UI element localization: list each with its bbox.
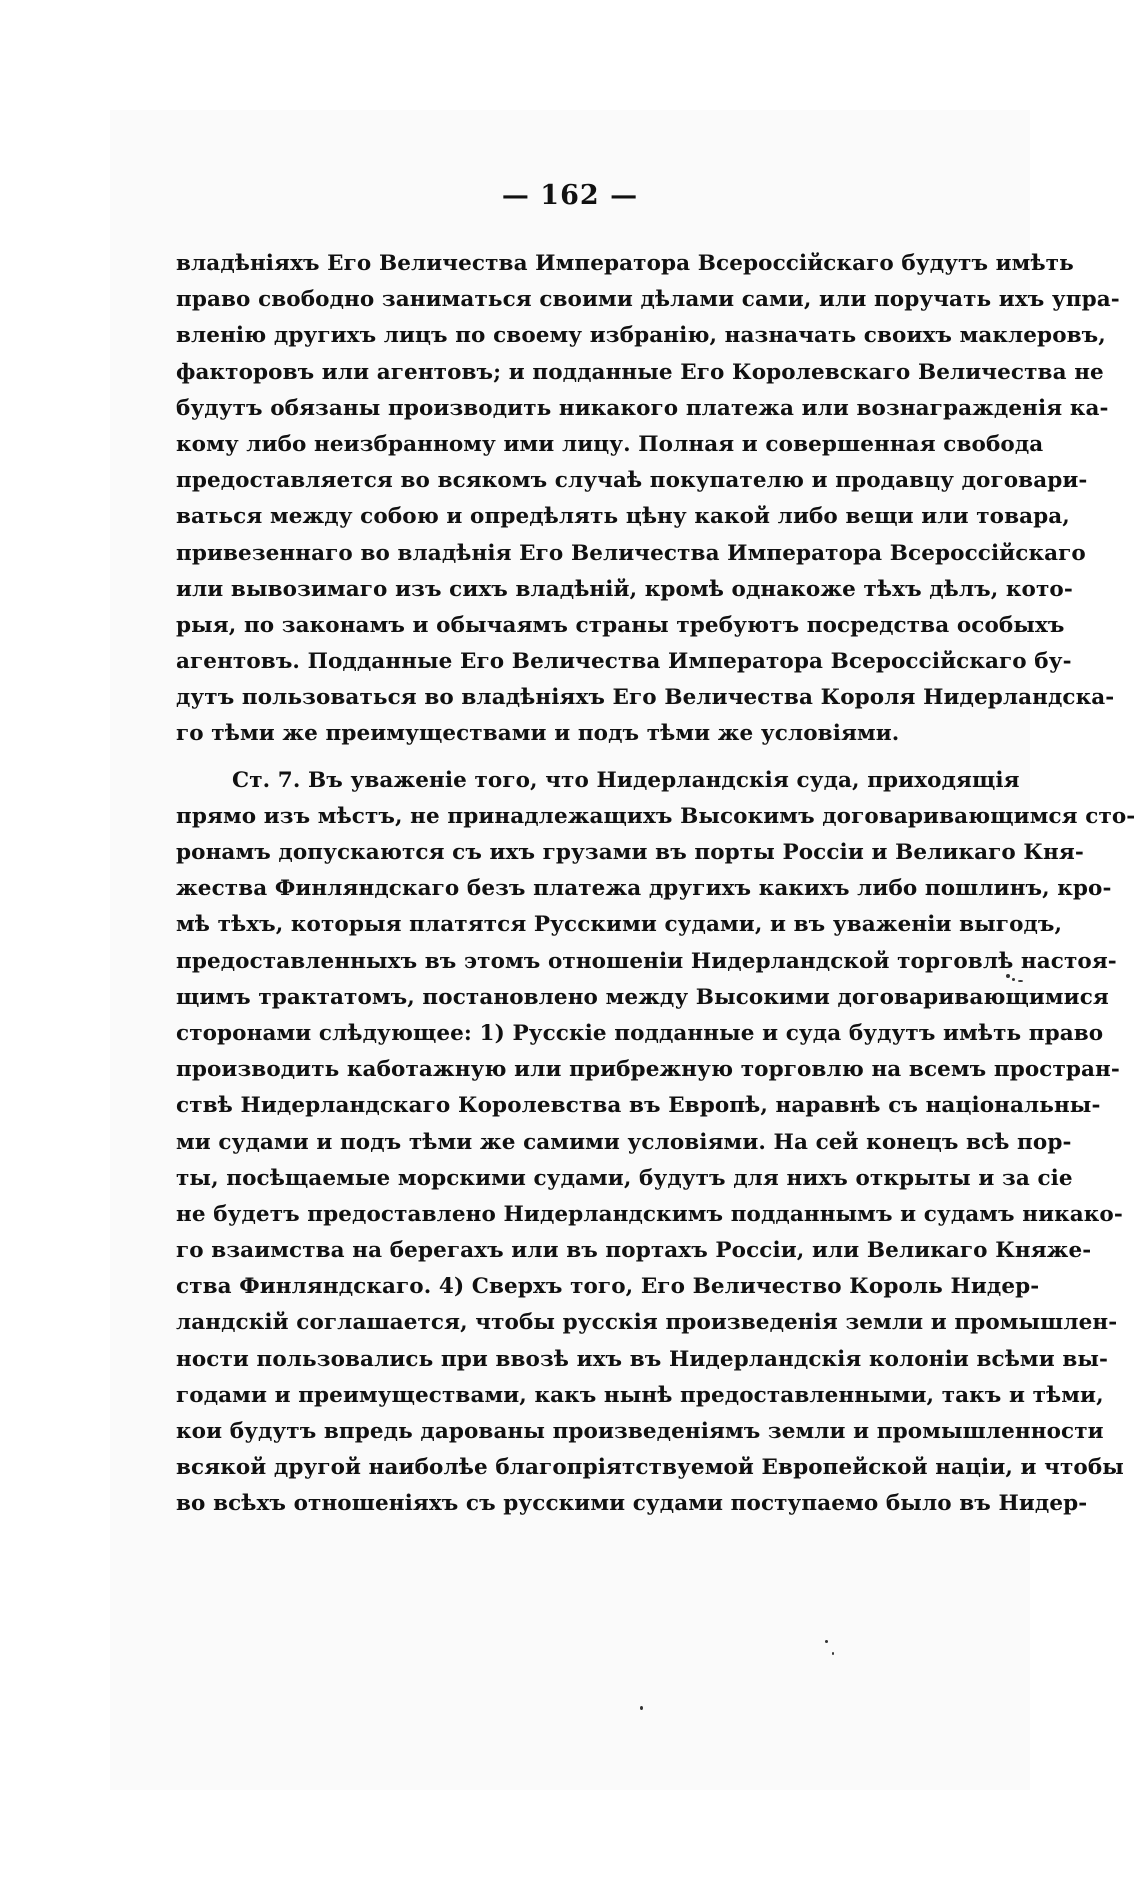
ink-speck (640, 1706, 643, 1710)
text-line: мѣ тѣхъ, которыя платятся Русскими судами, и въ уваженіи выгодъ, (176, 912, 1063, 938)
text-line: го взаимства на берегахъ или въ портахъ Россіи, или Великаго Княже- (176, 1238, 1092, 1264)
text-line: предоставляется во всякомъ случаѣ покупателю и продавцу договари- (176, 468, 1088, 494)
text-line: вленію другихъ лицъ по своему избранію, назначать своихъ маклеровъ, (176, 323, 1106, 349)
ink-speck (832, 1652, 834, 1655)
text-line: щимъ трактатомъ, постановлено между Высокими договаривающимися (176, 984, 1109, 1010)
text-line: Ст. 7. Въ уваженіе того, что Нидерландскія суда, приходящія (232, 767, 1020, 793)
text-line: ландскій соглашается, чтобы русскія произведенія земли и промышлен- (176, 1310, 1118, 1336)
text-line: сторонами слѣдующее: 1) Русскіе подданные и суда будутъ имѣть право (176, 1020, 1104, 1046)
text-line: годами и преимуществами, какъ нынѣ предоставленными, такъ и тѣми, (176, 1382, 1104, 1408)
text-line: кои будутъ впредь дарованы произведеніямъ земли и промышленности (176, 1419, 1104, 1444)
text-line: ваться между собою и опредѣлять цѣну какой либо вещи или товара, (176, 504, 1070, 530)
page-number: — 162 — (501, 180, 639, 211)
text-line: ми судами и подъ тѣми же самими условіями. На сей конецъ всѣ пор- (176, 1129, 1072, 1155)
body-text (176, 246, 1136, 1523)
text-line: или вывозимаго изъ сихъ владѣній, кромѣ однакоже тѣхъ дѣлъ, кото- (176, 576, 1073, 602)
text-line: кому либо неизбранному ими лицу. Полная и совершенная свобода (176, 431, 1044, 457)
paragraph-gap (176, 753, 976, 763)
text-line: ства Финляндскаго. 4) Сверхъ того, Его Величество Король Нидер- (176, 1274, 1040, 1300)
text-line: во всѣхъ отношеніяхъ съ русскими судами поступаемо было въ Нидер- (176, 1491, 1088, 1517)
text-line: жества Финляндскаго безъ платежа другихъ какихъ либо пошлинъ, кро- (176, 876, 1112, 902)
text-line: факторовъ или агентовъ; и подданные Его Королевскаго Величества не (176, 359, 1104, 385)
text-line: право свободно заниматься своими дѣлами сами, или поручать ихъ упра- (176, 287, 1120, 313)
text-line: владѣніяхъ Его Величества Императора Всероссійскаго будутъ имѣть (176, 251, 1074, 276)
text-line: ронамъ допускаются съ ихъ грузами въ порты Россіи и Великаго Кня- (176, 840, 1084, 865)
text-line: агентовъ. Подданные Его Величества Императора Всероссійскаго бу- (176, 649, 1072, 675)
paragraph-1 (176, 246, 1120, 753)
text-line: ты, посѣщаемые морскими судами, будутъ для нихъ открыты и за сіе (176, 1165, 1073, 1191)
ink-speck (825, 1640, 828, 1643)
text-line: дутъ пользоваться во владѣніяхъ Его Величества Короля Нидерландска- (176, 685, 1115, 711)
text-line: прямо изъ мѣстъ, не принадлежащихъ Высокимъ договаривающимся сто- (176, 803, 1136, 829)
text-line: привезеннаго во владѣнія Его Величества Императора Всероссійскаго (176, 540, 1086, 566)
text-line: всякой другой наиболѣе благопріятствуемой Европейской націи, и чтобы (176, 1455, 1124, 1481)
text-line: го тѣми же преимуществами и подъ тѣми же условіями. (176, 721, 900, 747)
text-line: производить каботажную или прибрежную торговлю на всемъ простран- (176, 1057, 1120, 1083)
ink-speck (1012, 978, 1015, 981)
paragraph-2 (176, 763, 1136, 1523)
text-line: не будетъ предоставлено Нидерландскимъ подданнымъ и судамъ никако- (176, 1201, 1123, 1227)
ink-speck (1018, 980, 1023, 982)
text-line: предоставленныхъ въ этомъ отношеніи Нидерландской торговлѣ настоя- (176, 948, 1117, 974)
text-line: будутъ обязаны производить никакого платежа или вознагражденія ка- (176, 395, 1109, 421)
text-line: ствѣ Нидерландскаго Королевства въ Европѣ, наравнѣ съ національны- (176, 1093, 1101, 1119)
text-line: ности пользовались при ввозѣ ихъ въ Нидерландскія колоніи всѣми вы- (176, 1346, 1109, 1372)
ink-speck (1006, 974, 1010, 978)
text-line: рыя, по законамъ и обычаямъ страны требуютъ посредства особыхъ (176, 612, 1065, 638)
